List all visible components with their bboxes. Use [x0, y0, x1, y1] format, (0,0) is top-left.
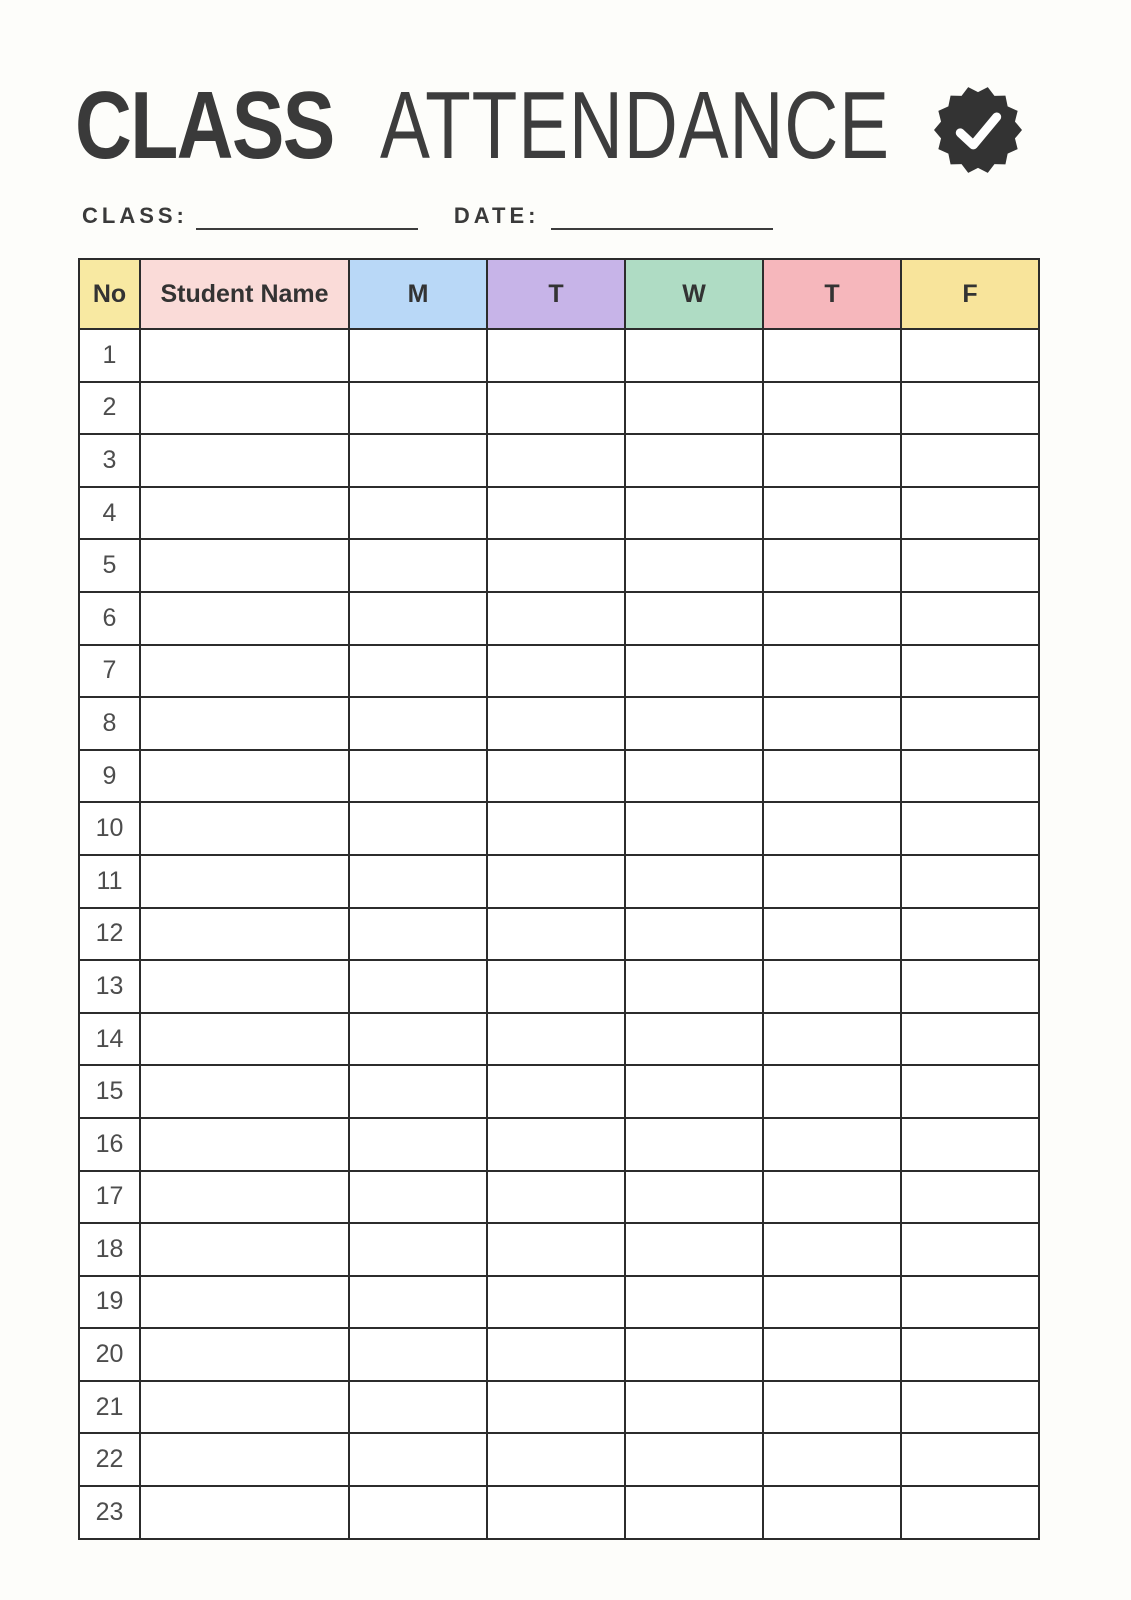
table-row: [79, 750, 1039, 803]
row-number-cell: 1: [79, 329, 140, 382]
student-name-cell[interactable]: [140, 750, 349, 803]
attendance-cell-wednesday[interactable]: [625, 908, 763, 961]
attendance-cell-tuesday[interactable]: [487, 802, 625, 855]
attendance-cell-tuesday[interactable]: [487, 1381, 625, 1434]
attendance-cell-wednesday[interactable]: [625, 434, 763, 487]
attendance-cell-monday[interactable]: [349, 539, 487, 592]
attendance-cell-friday[interactable]: [901, 855, 1039, 908]
attendance-cell-monday[interactable]: [349, 960, 487, 1013]
attendance-cell-thursday[interactable]: [763, 539, 901, 592]
attendance-cell-thursday[interactable]: [763, 1223, 901, 1276]
attendance-cell-wednesday[interactable]: [625, 1223, 763, 1276]
attendance-cell-tuesday[interactable]: [487, 1065, 625, 1118]
row-number-cell: 7: [79, 645, 140, 698]
table-row: [79, 802, 1039, 855]
attendance-cell-friday[interactable]: [901, 1328, 1039, 1381]
student-name-cell[interactable]: [140, 960, 349, 1013]
attendance-cell-monday[interactable]: [349, 1013, 487, 1066]
attendance-cell-tuesday[interactable]: [487, 487, 625, 540]
attendance-cell-tuesday[interactable]: [487, 1171, 625, 1224]
table-row: [79, 697, 1039, 750]
attendance-cell-friday[interactable]: [901, 1065, 1039, 1118]
attendance-cell-friday[interactable]: [901, 592, 1039, 645]
attendance-cell-thursday[interactable]: [763, 960, 901, 1013]
attendance-cell-thursday[interactable]: [763, 697, 901, 750]
attendance-cell-wednesday[interactable]: [625, 1381, 763, 1434]
table-row: [79, 645, 1039, 698]
attendance-cell-tuesday[interactable]: [487, 1118, 625, 1171]
attendance-cell-friday[interactable]: [901, 1486, 1039, 1539]
attendance-cell-thursday[interactable]: [763, 802, 901, 855]
student-name-cell[interactable]: [140, 434, 349, 487]
table-row: [79, 1381, 1039, 1434]
student-name-cell[interactable]: [140, 487, 349, 540]
row-number-cell: 9: [79, 750, 140, 803]
table-row: [79, 487, 1039, 540]
attendance-cell-friday[interactable]: [901, 434, 1039, 487]
table-row: [79, 434, 1039, 487]
table-row: [79, 1171, 1039, 1224]
attendance-cell-friday[interactable]: [901, 1171, 1039, 1224]
row-number-cell: 8: [79, 697, 140, 750]
attendance-cell-thursday[interactable]: [763, 908, 901, 961]
attendance-table: [78, 258, 1040, 1540]
column-header-friday: F: [901, 259, 1039, 329]
row-number-cell: 23: [79, 1486, 140, 1539]
attendance-cell-monday[interactable]: [349, 1328, 487, 1381]
attendance-cell-monday[interactable]: [349, 487, 487, 540]
attendance-cell-thursday[interactable]: [763, 1486, 901, 1539]
column-header-wednesday: W: [625, 259, 763, 329]
table-row: [79, 592, 1039, 645]
row-number-cell: 15: [79, 1065, 140, 1118]
attendance-cell-friday[interactable]: [901, 1276, 1039, 1329]
row-number-cell: 16: [79, 1118, 140, 1171]
attendance-cell-monday[interactable]: [349, 592, 487, 645]
class-label: CLASS:: [82, 203, 188, 228]
attendance-cell-friday[interactable]: [901, 645, 1039, 698]
attendance-cell-tuesday[interactable]: [487, 1223, 625, 1276]
attendance-cell-monday[interactable]: [349, 434, 487, 487]
table-row: [79, 1118, 1039, 1171]
attendance-cell-friday[interactable]: [901, 697, 1039, 750]
attendance-cell-wednesday[interactable]: [625, 1118, 763, 1171]
attendance-cell-tuesday[interactable]: [487, 592, 625, 645]
attendance-cell-thursday[interactable]: [763, 1276, 901, 1329]
attendance-cell-thursday[interactable]: [763, 1171, 901, 1224]
attendance-cell-monday[interactable]: [349, 1223, 487, 1276]
student-name-cell[interactable]: [140, 1276, 349, 1329]
attendance-cell-thursday[interactable]: [763, 1065, 901, 1118]
attendance-cell-wednesday[interactable]: [625, 1065, 763, 1118]
student-name-cell[interactable]: [140, 592, 349, 645]
row-number-cell: 3: [79, 434, 140, 487]
attendance-cell-friday[interactable]: [901, 1433, 1039, 1486]
attendance-cell-tuesday[interactable]: [487, 908, 625, 961]
student-name-cell[interactable]: [140, 1118, 349, 1171]
attendance-cell-friday[interactable]: [901, 487, 1039, 540]
attendance-cell-monday[interactable]: [349, 1486, 487, 1539]
attendance-cell-wednesday[interactable]: [625, 487, 763, 540]
attendance-cell-tuesday[interactable]: [487, 1276, 625, 1329]
student-name-cell[interactable]: [140, 539, 349, 592]
table-row: [79, 1065, 1039, 1118]
table-row: [79, 1223, 1039, 1276]
student-name-cell[interactable]: [140, 1328, 349, 1381]
attendance-cell-wednesday[interactable]: [625, 382, 763, 435]
attendance-cell-monday[interactable]: [349, 697, 487, 750]
attendance-cell-thursday[interactable]: [763, 1013, 901, 1066]
table-row: [79, 1486, 1039, 1539]
attendance-cell-friday[interactable]: [901, 1118, 1039, 1171]
attendance-cell-wednesday[interactable]: [625, 697, 763, 750]
attendance-cell-tuesday[interactable]: [487, 1486, 625, 1539]
attendance-cell-tuesday[interactable]: [487, 434, 625, 487]
student-name-cell[interactable]: [140, 1013, 349, 1066]
attendance-cell-monday[interactable]: [349, 1381, 487, 1434]
student-name-cell[interactable]: [140, 1065, 349, 1118]
attendance-cell-monday[interactable]: [349, 329, 487, 382]
attendance-cell-thursday[interactable]: [763, 382, 901, 435]
student-name-cell[interactable]: [140, 1223, 349, 1276]
attendance-cell-wednesday[interactable]: [625, 1433, 763, 1486]
row-number-cell: 22: [79, 1433, 140, 1486]
attendance-cell-friday[interactable]: [901, 539, 1039, 592]
student-name-cell[interactable]: [140, 697, 349, 750]
attendance-cell-tuesday[interactable]: [487, 1433, 625, 1486]
table-row: [79, 855, 1039, 908]
attendance-cell-wednesday[interactable]: [625, 592, 763, 645]
attendance-cell-tuesday[interactable]: [487, 329, 625, 382]
row-number-cell: 21: [79, 1381, 140, 1434]
attendance-cell-friday[interactable]: [901, 1223, 1039, 1276]
column-header-thursday: T: [763, 259, 901, 329]
table-row: [79, 960, 1039, 1013]
row-number-cell: 6: [79, 592, 140, 645]
student-name-cell[interactable]: [140, 855, 349, 908]
column-header-student-name: Student Name: [140, 259, 349, 329]
attendance-cell-wednesday[interactable]: [625, 1013, 763, 1066]
student-name-cell[interactable]: [140, 645, 349, 698]
attendance-cell-wednesday[interactable]: [625, 1171, 763, 1224]
row-number-cell: 13: [79, 960, 140, 1013]
student-name-cell[interactable]: [140, 802, 349, 855]
attendance-cell-monday[interactable]: [349, 1118, 487, 1171]
attendance-cell-tuesday[interactable]: [487, 960, 625, 1013]
attendance-cell-tuesday[interactable]: [487, 382, 625, 435]
student-name-cell[interactable]: [140, 908, 349, 961]
attendance-cell-wednesday[interactable]: [625, 1486, 763, 1539]
attendance-cell-wednesday[interactable]: [625, 1276, 763, 1329]
table-row: [79, 539, 1039, 592]
attendance-cell-wednesday[interactable]: [625, 539, 763, 592]
row-number-cell: 12: [79, 908, 140, 961]
attendance-cell-monday[interactable]: [349, 1276, 487, 1329]
attendance-cell-thursday[interactable]: [763, 750, 901, 803]
attendance-cell-wednesday[interactable]: [625, 1328, 763, 1381]
attendance-cell-tuesday[interactable]: [487, 645, 625, 698]
attendance-cell-tuesday[interactable]: [487, 697, 625, 750]
column-header-monday: M: [349, 259, 487, 329]
row-number-cell: 20: [79, 1328, 140, 1381]
class-input-line[interactable]: [196, 206, 418, 230]
row-number-cell: 5: [79, 539, 140, 592]
attendance-cell-tuesday[interactable]: [487, 1013, 625, 1066]
attendance-cell-wednesday[interactable]: [625, 960, 763, 1013]
attendance-cell-tuesday[interactable]: [487, 855, 625, 908]
student-name-cell[interactable]: [140, 1433, 349, 1486]
row-number-cell: 14: [79, 1013, 140, 1066]
table-header-row: [79, 259, 1039, 329]
row-number-cell: 2: [79, 382, 140, 435]
attendance-cell-thursday[interactable]: [763, 1328, 901, 1381]
attendance-cell-monday[interactable]: [349, 645, 487, 698]
attendance-cell-friday[interactable]: [901, 329, 1039, 382]
attendance-cell-thursday[interactable]: [763, 1381, 901, 1434]
table-row: [79, 382, 1039, 435]
attendance-cell-monday[interactable]: [349, 908, 487, 961]
attendance-cell-thursday[interactable]: [763, 487, 901, 540]
attendance-cell-thursday[interactable]: [763, 855, 901, 908]
attendance-cell-friday[interactable]: [901, 908, 1039, 961]
student-name-cell[interactable]: [140, 382, 349, 435]
attendance-cell-tuesday[interactable]: [487, 750, 625, 803]
attendance-cell-friday[interactable]: [901, 1013, 1039, 1066]
row-number-cell: 11: [79, 855, 140, 908]
student-name-cell[interactable]: [140, 1381, 349, 1434]
table-row: [79, 1013, 1039, 1066]
attendance-cell-friday[interactable]: [901, 382, 1039, 435]
attendance-cell-monday[interactable]: [349, 750, 487, 803]
attendance-cell-wednesday[interactable]: [625, 645, 763, 698]
row-number-cell: 10: [79, 802, 140, 855]
column-header-no: No: [79, 259, 140, 329]
row-number-cell: 19: [79, 1276, 140, 1329]
table-row: [79, 1276, 1039, 1329]
column-header-tuesday: T: [487, 259, 625, 329]
attendance-cell-monday[interactable]: [349, 1433, 487, 1486]
attendance-cell-tuesday[interactable]: [487, 539, 625, 592]
row-number-cell: 18: [79, 1223, 140, 1276]
attendance-cell-friday[interactable]: [901, 960, 1039, 1013]
attendance-cell-monday[interactable]: [349, 1065, 487, 1118]
attendance-cell-wednesday[interactable]: [625, 329, 763, 382]
attendance-cell-wednesday[interactable]: [625, 802, 763, 855]
row-number-cell: 17: [79, 1171, 140, 1224]
table-row: [79, 329, 1039, 382]
attendance-cell-friday[interactable]: [901, 1381, 1039, 1434]
attendance-cell-monday[interactable]: [349, 802, 487, 855]
attendance-cell-thursday[interactable]: [763, 1118, 901, 1171]
class-date-row: [82, 202, 773, 230]
row-number-cell: 4: [79, 487, 140, 540]
attendance-cell-thursday[interactable]: [763, 592, 901, 645]
attendance-cell-thursday[interactable]: [763, 645, 901, 698]
student-name-cell[interactable]: [140, 1171, 349, 1224]
attendance-cell-monday[interactable]: [349, 1171, 487, 1224]
attendance-cell-thursday[interactable]: [763, 1433, 901, 1486]
page-title-attendance: ATTENDANCE: [380, 72, 890, 179]
attendance-cell-wednesday[interactable]: [625, 855, 763, 908]
table-row: [79, 1328, 1039, 1381]
attendance-cell-monday[interactable]: [349, 855, 487, 908]
table-row: [79, 908, 1039, 961]
attendance-cell-tuesday[interactable]: [487, 1328, 625, 1381]
page-title-class: CLASS: [75, 72, 334, 179]
attendance-cell-wednesday[interactable]: [625, 750, 763, 803]
date-input-line[interactable]: [551, 206, 773, 230]
student-name-cell[interactable]: [140, 329, 349, 382]
student-name-cell[interactable]: [140, 1486, 349, 1539]
attendance-cell-friday[interactable]: [901, 750, 1039, 803]
attendance-cell-thursday[interactable]: [763, 329, 901, 382]
attendance-cell-friday[interactable]: [901, 802, 1039, 855]
attendance-cell-thursday[interactable]: [763, 434, 901, 487]
date-label: DATE:: [453, 203, 540, 228]
table-row: [79, 1433, 1039, 1486]
checkmark-seal-icon: [934, 86, 1022, 174]
attendance-cell-monday[interactable]: [349, 382, 487, 435]
